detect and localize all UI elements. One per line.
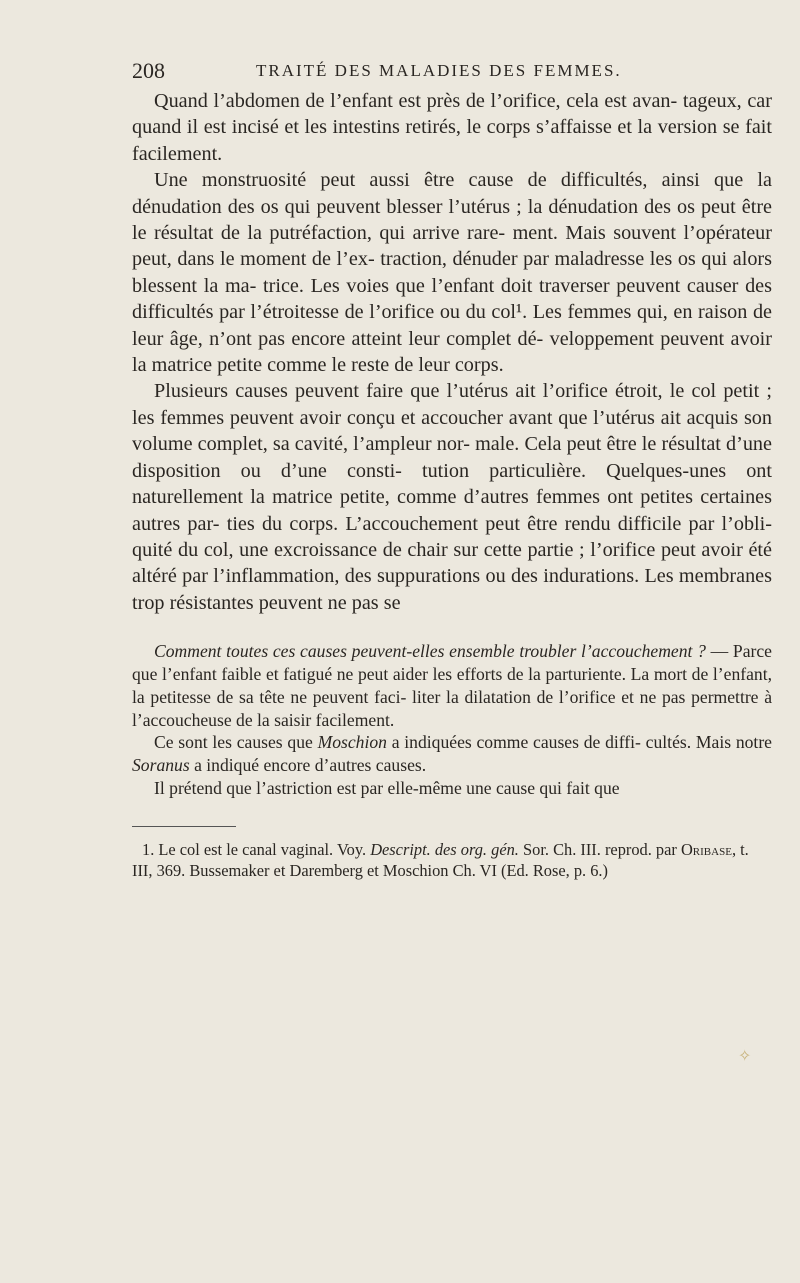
author-name-soranus: Soranus xyxy=(132,755,190,776)
commentary-paragraph-2 xyxy=(132,731,772,777)
main-paragraph-1: Quand l’abdomen de l’enfant est près de l’orifice, cela est avan- tageux, car quand il est incisé et les intestins retirés, le corps s’affaisse et la version se fait facilement. xyxy=(132,90,772,165)
footnote-author-oribase: Oribase xyxy=(680,839,732,859)
footnote-reference: Descript. des org. gén. xyxy=(370,839,519,859)
footnote-divider xyxy=(132,826,236,827)
main-text xyxy=(132,88,772,616)
commentary-paragraph-3: Il prétend que l’astriction est par elle-même une cause qui fait que xyxy=(154,777,620,798)
ink-blot: ✧ xyxy=(738,1048,752,1065)
commentary-question: Comment toutes ces causes peuvent-elles ensemble troubler l’accouchement ? xyxy=(154,641,706,662)
footnote-1 xyxy=(132,839,772,882)
commentary-answer: — Parce que l’enfant faible et fatigué ne peut aider les efforts de la parturiente. La mort de l’enfant, la petitesse de sa tête ne peuvent faci- liter la dilatation de l’orifice et ne pas permettre à l’accoucheuse de la saisir facilement. xyxy=(132,641,772,730)
footnote xyxy=(132,839,772,882)
running-title: TRAITÉ DES MALADIES DES FEMMES. xyxy=(256,61,622,80)
main-paragraph-2: Une monstruosité peut aussi être cause de difficultés, ainsi que la dénudation des os qui peuvent blesser l’utérus ; la dénudation des os peut être le résultat de la putréfaction, qui arrive rare- ment. Mais souvent l’opérateur peut, dans le moment de l’ex- traction, dénuder par maladresse les os qui alors blessent la ma- trice. Les voies que l’enfant doit traverser peuvent causer des difficultés par l’étroitesse de l’orifice ou du col¹. Les femmes qui, en raison de leur âge, n’ont pas encore atteint leur complet dé- veloppement peuvent avoir la matrice petite comme le reste de leur corps. xyxy=(132,169,772,377)
footnote-text: Sor. Ch. III. reprod. par xyxy=(518,839,681,859)
footnote-text: , t. III, 369. Bussemaker et Daremberg et Moschion Ch. VI (Ed. Rose, p. 6.) xyxy=(132,839,749,881)
footnote-text: 1. Le col est le canal vaginal. Voy. xyxy=(142,839,371,859)
page-header xyxy=(132,58,772,86)
commentary-text: Ce sont les causes que xyxy=(154,732,318,753)
commentary-text: a indiqué encore d’autres causes. xyxy=(189,755,427,776)
commentary-paragraph-1 xyxy=(132,640,772,731)
commentary-text: a indiquées comme causes de diffi- cultés. Mais notre xyxy=(386,732,772,753)
main-paragraph-3: Plusieurs causes peuvent faire que l’utérus ait l’orifice étroit, le col petit ; les femmes peuvent avoir conçu et accoucher avant que l’utérus ait acquis son volume complet, sa cavité, l’ampleur nor- male. Cela peut être le résultat d’une disposition ou d’une consti- tution particulière. Quelques-unes ont naturellement la matrice petite, comme d’autres femmes ont petites certaines autres par- ties du corps. L’accouchement peut être rendu difficile par l’obli- quité du col, une excroissance de chair sur cette partie ; l’orifice peut avoir été altéré par l’inflammation, des suppurations ou des indurations. Les membranes trop résistantes peuvent ne pas se xyxy=(132,380,772,614)
author-name-moschion: Moschion xyxy=(317,732,387,753)
commentary-block xyxy=(132,640,772,800)
page-number: 208 xyxy=(132,58,165,83)
page-body xyxy=(132,88,772,882)
